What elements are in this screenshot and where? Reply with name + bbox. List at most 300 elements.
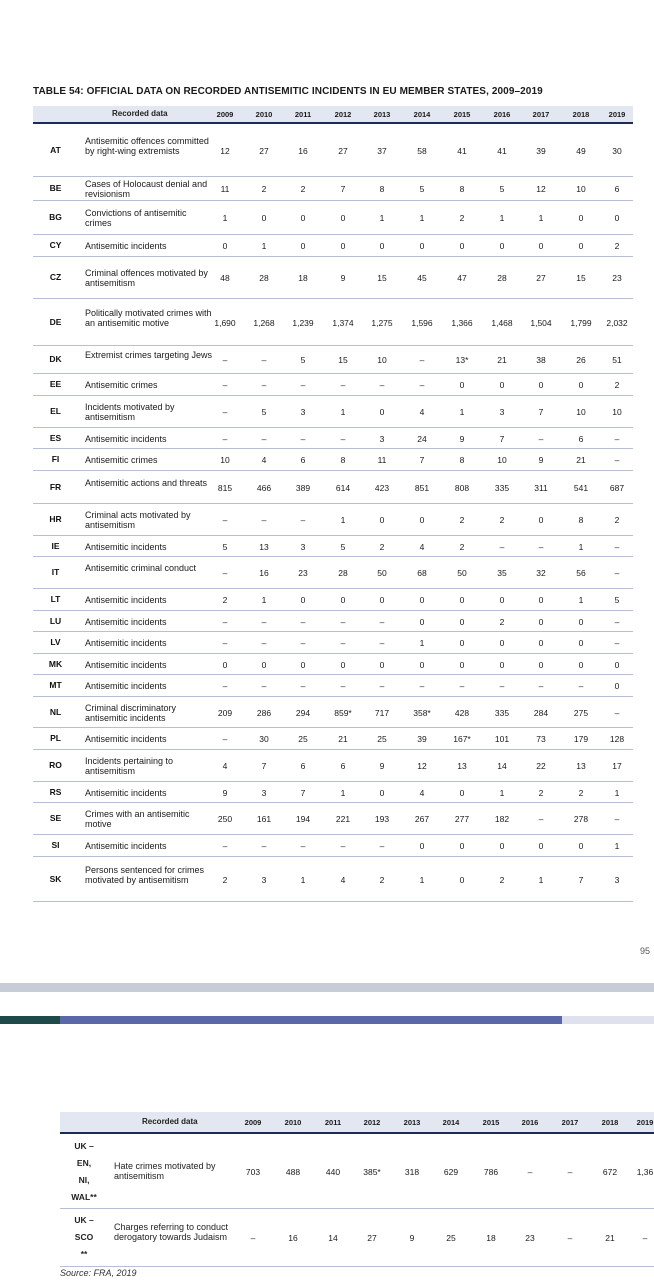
row-country-code: FI [51,454,60,464]
row-value: 3 [300,541,306,552]
row-country-code: SI [51,840,60,850]
row-value: 26 [576,355,586,365]
row-value: – [300,841,306,851]
header-year: 2011 [294,110,312,119]
row-value: 27 [259,146,269,156]
row2-value: 703 [245,1167,261,1177]
row-value: 3 [379,433,385,444]
row-value: 1 [340,407,346,417]
row-value: 8 [578,515,584,525]
row-value: 0 [499,841,505,851]
row-value: 161 [256,814,272,824]
row-value: – [340,841,346,851]
row-value: 1 [538,874,544,885]
row-country-code: CY [49,240,62,250]
header2-year: 2018 [601,1118,619,1127]
row2-value: 18 [486,1233,496,1243]
row-value: 9 [222,787,228,798]
row-value: – [340,380,346,390]
row2-value: 672 [602,1167,618,1177]
row-value: 0 [459,241,465,251]
row-value: 17 [612,761,622,771]
row-value: – [538,433,544,444]
row-value: – [614,814,620,824]
row-value: 0 [379,595,385,605]
row-value: – [614,455,620,465]
row-country-code: SE [49,813,62,823]
row-description: Antisemitic actions and threats [85,477,208,488]
row-value: 8 [340,455,346,465]
accent-bar-light [562,1016,654,1024]
row-value: – [614,638,620,648]
row-value: 1 [261,595,267,605]
row-value: 58 [417,146,427,156]
row-value: 30 [259,734,269,744]
row-value: 1,275 [371,317,393,328]
row-description: Extremist crimes targeting Jews [85,350,213,360]
row-value: 39 [417,734,427,744]
row-divider [33,901,633,902]
row2-value: – [567,1167,573,1177]
row-country-code: CZ [49,272,62,282]
row-value: 2 [614,515,620,525]
row-value: 1 [300,874,306,885]
row-divider [33,856,633,857]
row-value: 6 [614,184,620,194]
row-value: 73 [536,734,546,744]
row-value: – [222,734,228,744]
row-value: 21 [576,455,586,465]
row-divider [33,556,633,557]
row-country-code: HR [49,514,62,524]
row-value: 0 [459,659,465,670]
row-value: 30 [612,146,622,156]
row-value: 1 [578,595,584,605]
row2-description: Hate crimes motivated by antisemitism [114,1161,216,1181]
row-value: 7 [499,433,505,444]
row-value: 0 [340,659,346,670]
row-value: 5 [499,184,505,194]
header2-recorded-data: Recorded data [142,1117,198,1126]
row-value: 294 [295,707,311,718]
row-value: 12 [417,761,427,771]
header-year: 2010 [255,110,273,119]
row-value: 221 [335,814,351,824]
row-value: 0 [578,659,584,670]
row2-value: 488 [285,1167,301,1177]
accent-bar-blue [60,1016,562,1024]
row-value: 18 [298,273,308,283]
row-description: Criminal discriminatory antisemitic incidents [85,702,177,723]
row-value: 2 [499,874,505,885]
row-description: Antisemitic crimes [85,455,158,465]
row-value: 277 [454,814,470,824]
row-value: 6 [300,455,306,465]
header2-year: 2015 [482,1118,500,1127]
row-value: 267 [414,814,430,824]
row-value: 3 [261,874,267,885]
row-value: 1 [340,787,346,798]
row-value: 859* [334,707,352,718]
header-recorded-data: Recorded data [112,109,168,118]
row-value: 1 [459,407,465,417]
row-value: – [538,814,544,824]
row-value: – [300,515,306,525]
row-value: 0 [419,616,425,627]
header-year: 2018 [572,110,590,119]
row-value: 4 [419,541,425,552]
header2-year: 2014 [442,1118,460,1127]
row-value: 1,504 [530,317,552,328]
row2-value: – [527,1167,533,1177]
row-value: – [379,616,385,627]
row-value: – [379,681,385,691]
row-value: 1 [261,241,267,251]
row-value: 0 [459,616,465,627]
row-value: – [261,380,267,390]
row-divider [33,427,633,428]
row-divider [33,448,633,449]
row-country-code: MK [48,658,63,669]
row-value: 28 [259,273,269,283]
row-description: Incidents motivated by antisemitism [85,402,175,422]
row-value: 1 [379,213,385,223]
row2-country-code: UK – EN, NI, WAL** [71,1141,97,1202]
header2-year: 2019 [636,1118,654,1127]
row-value: – [538,681,544,691]
row-value: – [614,707,620,718]
row-value: 11 [220,184,230,194]
row-value: 614 [335,482,351,493]
row-value: 0 [499,241,505,251]
row-divider [33,653,633,654]
row-value: – [614,568,620,578]
header-year: 2016 [493,110,511,119]
row-value: 15 [377,273,387,283]
row-value: 0 [578,616,584,627]
row-value: 2 [499,616,505,627]
row-value: – [222,568,228,578]
row-value: 286 [256,707,272,718]
row-value: – [222,407,228,417]
row-value: – [614,616,620,627]
row-country-code: MT [49,680,62,690]
row-country-code: NL [49,706,62,717]
row-value: 0 [499,380,505,390]
row-value: 8 [459,455,465,465]
row-description: Persons sentenced for crimes motivated by antisemitism [85,864,205,885]
row-divider [33,535,633,536]
row-description: Antisemitic incidents [85,541,167,552]
row-value: 48 [220,273,230,283]
row-value: 13 [576,761,586,771]
row-value: 16 [259,568,269,578]
row-value: – [340,616,346,627]
row-value: 0 [578,241,584,251]
row-country-code: LT [50,594,61,604]
row-description: Antisemitic incidents [85,681,167,691]
row-divider [33,588,633,589]
row-value: 23 [612,273,622,283]
row-value: – [222,681,228,691]
row-value: 1 [578,541,584,552]
row-value: 50 [457,568,467,578]
row-value: 2 [222,874,228,885]
row-description: Convictions of antisemitic crimes [85,208,187,228]
row-value: 47 [457,273,467,283]
page-number: 95 [639,946,650,956]
row-value: 2 [379,541,385,552]
row-value: 311 [534,482,548,493]
row-country-code: BG [49,212,62,222]
row-divider [33,256,633,257]
row-divider [33,176,633,177]
row-value: 0 [538,659,544,670]
row-value: 5 [419,184,425,194]
row-value: 0 [499,595,505,605]
row2-divider [60,1208,654,1209]
row-value: 278 [573,814,589,824]
header2-year: 2009 [244,1118,262,1127]
row-value: 49 [576,146,586,156]
row-value: 22 [536,761,546,771]
row-value: 39 [536,146,546,156]
row-description: Antisemitic incidents [85,659,167,670]
row-description: Antisemitic incidents [85,595,167,605]
row-value: 0 [614,213,620,223]
row-value: – [419,681,425,691]
row-value: 335 [494,707,510,718]
row-value: 2 [578,787,584,798]
row-divider [33,345,633,346]
row-value: – [340,681,346,691]
row-divider [33,727,633,728]
row-value: – [578,681,584,691]
row-description: Antisemitic incidents [85,241,167,251]
page-separator [0,983,654,992]
row-value: 7 [578,874,584,885]
row2-value: 14 [328,1233,338,1243]
row-description: Antisemitic incidents [85,787,167,798]
row-value: 27 [536,273,546,283]
row-value: 275 [573,707,589,718]
row2-value: 440 [325,1167,341,1177]
row-value: – [222,841,228,851]
row-value: – [261,638,267,648]
row-value: 179 [573,734,589,744]
row-divider [33,470,633,471]
row-value: 4 [419,407,425,417]
row-value: 0 [300,213,306,223]
row-value: 0 [538,616,544,627]
row-value: 2 [614,241,620,251]
row-description: Antisemitic incidents [85,841,167,851]
row-value: 0 [379,407,385,417]
row-value: 2,032 [606,317,628,328]
row-description: Antisemitic criminal conduct [85,563,197,573]
row-value: – [379,380,385,390]
row-description: Antisemitic incidents [85,433,167,444]
row-divider [33,834,633,835]
row-value: – [459,681,465,691]
row-country-code: BE [49,183,62,193]
row-value: 808 [454,482,470,493]
row-description: Antisemitic offences committed by right-wing extremists [85,136,209,156]
row-value: 35 [497,568,507,578]
row-value: 0 [459,874,465,885]
row-value: 13 [457,761,467,771]
row-divider [33,200,633,201]
header-year: 2012 [334,110,352,119]
row-value: 101 [494,734,510,744]
row-value: 1,268 [253,317,275,328]
row-description: Criminal offences motivated by antisemitism [85,268,208,288]
row-value: 1,374 [332,317,354,328]
row-value: 9 [379,761,385,771]
row-value: 0 [379,787,385,798]
header2-year: 2011 [324,1118,342,1127]
row-divider [33,298,633,299]
row-value: 21 [497,355,507,365]
row-value: – [300,433,306,444]
row-description: Politically motivated crimes with an antisemitic motive [85,307,212,328]
row-value: 2 [459,213,465,223]
row-value: 193 [374,814,390,824]
row-value: 0 [419,241,425,251]
row-value: – [261,515,267,525]
row-value: 6 [300,761,306,771]
row-description: Antisemitic incidents [85,734,167,744]
row-value: 0 [614,659,620,670]
row-value: 9 [340,273,346,283]
row-value: 0 [459,595,465,605]
row-description: Incidents pertaining to antisemitism [85,756,174,776]
row-value: 1 [538,213,544,223]
row-value: 41 [457,146,467,156]
row-value: 1 [614,841,620,851]
row-value: 0 [499,638,505,648]
row-value: 28 [338,568,348,578]
row-value: – [261,681,267,691]
row-value: 10 [377,355,387,365]
row-value: 2 [499,515,505,525]
row-value: 1 [340,515,346,525]
row2-value: 23 [525,1233,535,1243]
row-value: – [261,355,267,365]
row-value: 541 [573,482,589,493]
row-value: 5 [340,541,346,552]
row-value: 423 [374,482,390,493]
row-value: 0 [538,595,544,605]
row-value: 7 [538,407,544,417]
row-value: 45 [417,273,427,283]
row-description: Criminal acts motivated by antisemitism [85,510,191,530]
row-value: 0 [538,380,544,390]
row-value: 56 [576,568,586,578]
row-value: 21 [338,734,348,744]
row-value: 284 [533,707,549,718]
row-description: Cases of Holocaust denial and revisionism [85,179,208,199]
row-value: 851 [414,482,430,493]
row-value: 815 [217,482,233,493]
row-value: – [222,380,228,390]
row-country-code: RO [49,760,62,770]
row-description: Antisemitic crimes [85,380,158,390]
row-divider [33,749,633,750]
row-value: 250 [217,814,233,824]
row-value: 1,366 [451,317,473,328]
row-value: – [222,616,228,627]
header2-year: 2010 [284,1118,302,1127]
row-value: – [261,433,267,444]
row-value: 25 [298,734,308,744]
row-value: 466 [256,482,272,493]
row-value: 0 [379,659,385,670]
row-value: 1 [419,638,425,648]
row2-divider [60,1266,654,1267]
row-value: 3 [261,787,267,798]
row-value: – [222,515,228,525]
row-value: 0 [379,515,385,525]
row-value: 11 [377,455,387,465]
row-country-code: LU [49,615,62,626]
row-value: – [538,541,544,552]
row-value: 3 [300,407,306,417]
row-value: 15 [576,273,586,283]
row-value: 25 [377,734,387,744]
row-value: 209 [217,707,233,718]
row2-country-code: UK – SCO ** [74,1215,94,1259]
row-value: 8 [459,184,465,194]
row-divider [33,610,633,611]
row2-value: – [567,1233,573,1243]
row-value: 32 [536,568,546,578]
header-year: 2019 [608,110,626,119]
row-value: 389 [295,482,311,493]
row-value: 1 [222,213,228,223]
row-value: 0 [340,213,346,223]
row-value: 7 [261,761,267,771]
row-value: 4 [261,455,267,465]
row-value: 8 [379,184,385,194]
row-value: 50 [377,568,387,578]
row-value: – [261,616,267,627]
header2-year: 2012 [363,1118,381,1127]
row-value: 3 [499,407,505,417]
accent-bar-dark [0,1016,60,1024]
row-value: 12 [220,146,230,156]
row-description: Crimes with an antisemitic motive [85,809,190,829]
row-value: 0 [538,841,544,851]
row-value: 0 [538,515,544,525]
row-value: 14 [497,761,507,771]
row-value: 0 [340,241,346,251]
row-value: 27 [338,146,348,156]
row-value: – [222,638,228,648]
row-value: 2 [222,595,228,605]
row-country-code: DK [49,354,62,364]
row-value: 0 [578,380,584,390]
row-divider [33,631,633,632]
row-value: 51 [612,355,622,365]
header2-year: 2017 [561,1118,579,1127]
row-value: 2 [300,184,306,194]
row-value: – [614,433,620,444]
row-value: – [300,638,306,648]
row-divider [33,395,633,396]
row-value: 358* [413,707,431,718]
row-value: 16 [298,146,308,156]
